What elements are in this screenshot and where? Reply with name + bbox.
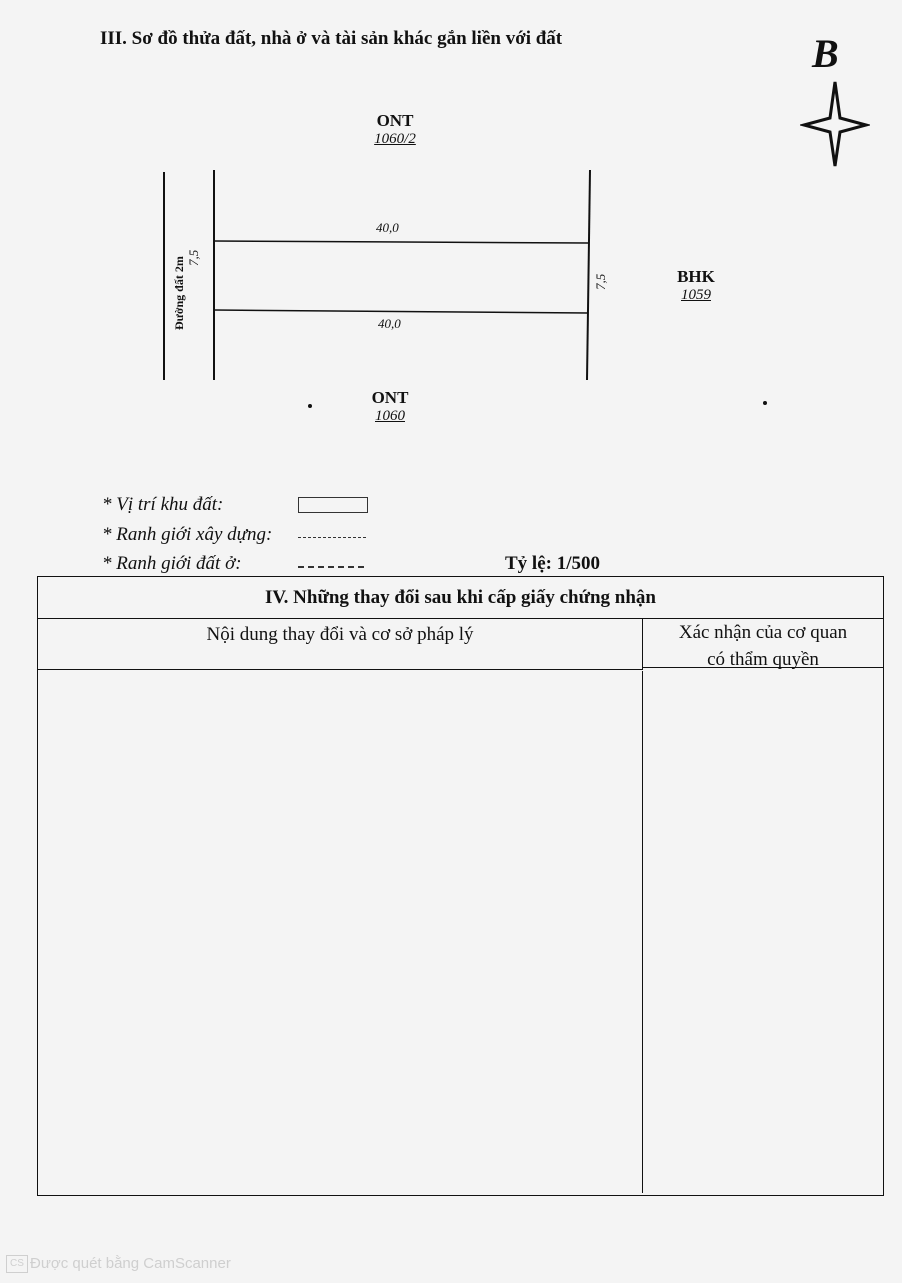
bottom-length: 40,0: [378, 316, 401, 331]
camscanner-logo-icon: CS: [6, 1255, 28, 1273]
residential-boundary-symbol: [298, 566, 364, 568]
col1-header: Nội dung thay đổi và cơ sở pháp lý: [206, 624, 474, 645]
legend-site-location: * Vị trí khu đất:: [102, 494, 224, 515]
land-plot-diagram: [0, 0, 902, 480]
col2-header-line2: có thẩm quyền: [707, 649, 819, 670]
top-length: 40,0: [376, 220, 399, 235]
top-neighbor-number: 1060/2: [374, 131, 416, 147]
road-label: Đường đất 2m: [172, 256, 186, 330]
col2-header-cell: [643, 619, 883, 668]
bottom-neighbor-number: 1060: [375, 408, 405, 424]
building-boundary-symbol: [298, 537, 366, 538]
bottom-neighbor: [350, 388, 430, 425]
col2-header-line1: Xác nhận của cơ quan: [678, 622, 848, 643]
scale-label: Tỷ lệ: 1/500: [505, 553, 600, 574]
right-neighbor-number: 1059: [681, 287, 711, 303]
scanner-note: Được quét bằng CamScanner: [30, 1255, 231, 1272]
right-neighbor: [656, 267, 736, 304]
bottom-neighbor-code: ONT: [371, 388, 409, 407]
parcel-bottom-line: [214, 310, 588, 313]
legend-building-boundary: * Ranh giới xây dựng:: [102, 524, 273, 545]
site-location-symbol: [298, 497, 368, 513]
right-width: 7,5: [593, 273, 608, 290]
parcel-top-line: [214, 241, 588, 243]
right-neighbor-code: BHK: [677, 267, 715, 286]
legend-residential-boundary: * Ranh giới đất ở:: [102, 553, 242, 574]
left-width: 7,5: [186, 249, 201, 266]
section-title: III. Sơ đồ thửa đất, nhà ở và tài sản khác gắn liền với đất: [100, 28, 563, 49]
col1-header-cell: [38, 619, 643, 670]
changes-table: [37, 618, 884, 1196]
top-neighbor: [355, 111, 435, 148]
col2-body-cell: [643, 669, 883, 1193]
north-letter: B: [812, 31, 839, 76]
section4-title: IV. Những thay đổi sau khi cấp giấy chứng nhận: [37, 576, 884, 619]
right-boundary-line: [587, 170, 590, 380]
col1-body-cell: [38, 671, 643, 1193]
top-neighbor-code: ONT: [376, 111, 414, 130]
